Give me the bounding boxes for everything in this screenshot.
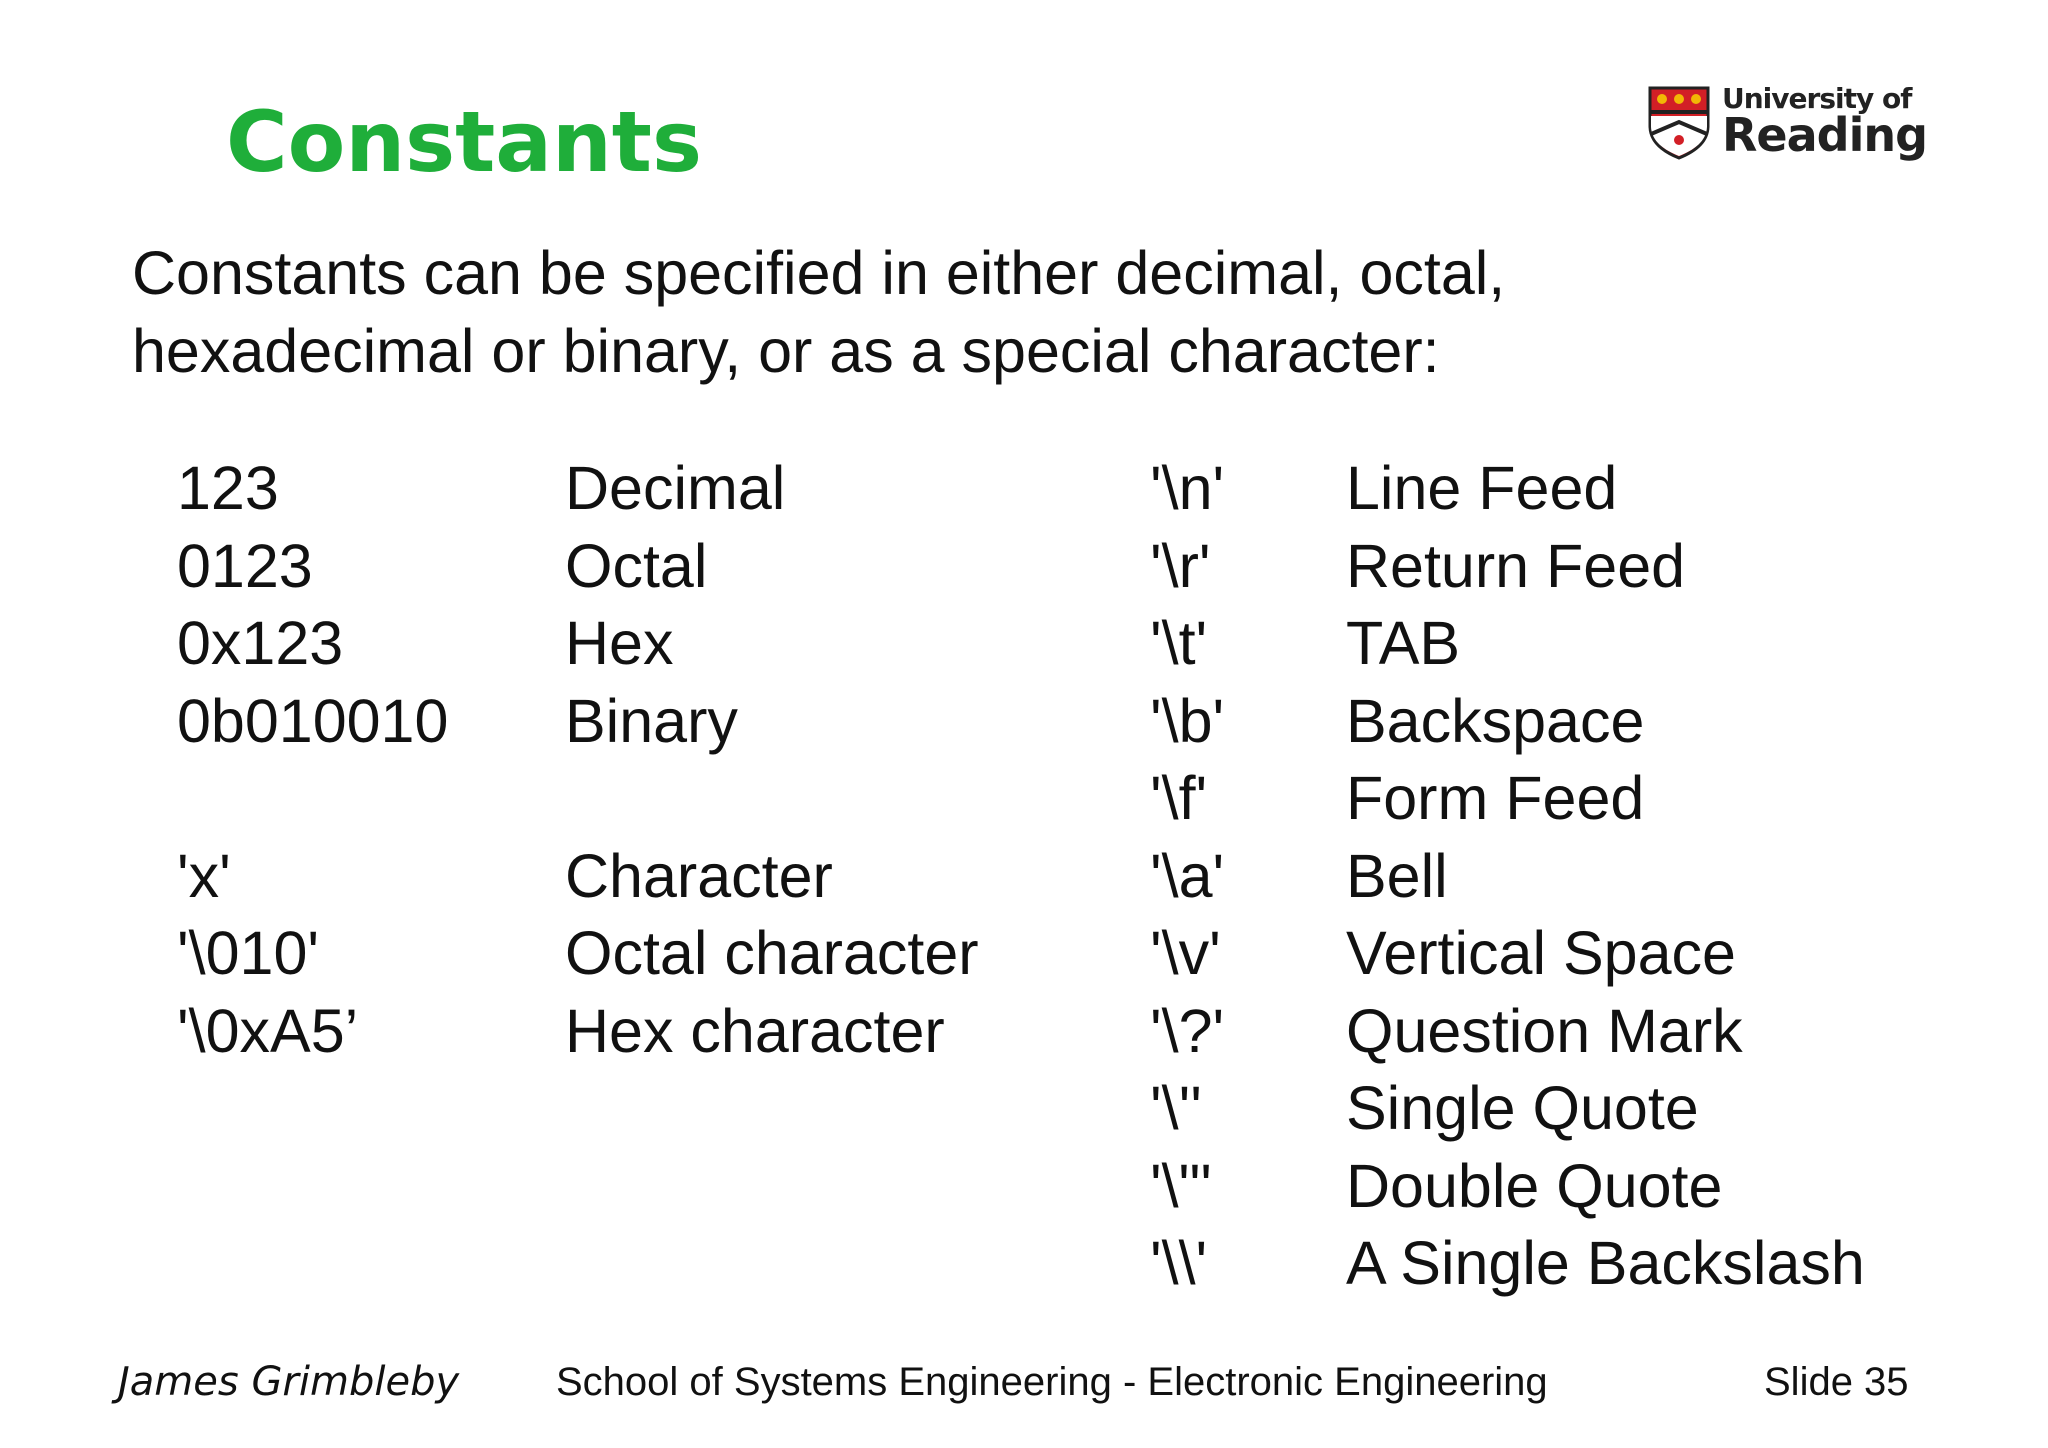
escape-meaning: Form Feed: [1346, 764, 1645, 832]
slide-number: Slide 35: [1764, 1360, 1909, 1404]
constant-value: 0123: [177, 531, 313, 600]
escape-meaning: Double Quote: [1346, 1151, 1723, 1220]
constant-value: 123: [177, 454, 279, 522]
constant-value: '\0xA5’: [177, 996, 359, 1065]
escape-code: '\'': [1150, 1074, 1202, 1142]
escape-code: '\v': [1150, 919, 1221, 987]
constant-value: 'x': [177, 841, 231, 910]
constant-value: [177, 760, 448, 838]
escape-code: '\r': [1150, 531, 1211, 600]
crest-icon: [1648, 86, 1710, 160]
escape-meaning: Vertical Space: [1346, 919, 1736, 987]
constant-value: 0x123: [177, 609, 344, 677]
escape-sequence-codes: [1150, 450, 1224, 1303]
escape-code: '\t': [1150, 609, 1208, 677]
intro-text: [132, 234, 1932, 390]
escape-meaning: Question Mark: [1346, 996, 1743, 1065]
numeric-constant-values: [177, 450, 448, 1070]
escape-meaning: TAB: [1346, 609, 1461, 677]
intro-line: hexadecimal or binary, or as a special character:: [132, 317, 1440, 385]
escape-meaning: Line Feed: [1346, 454, 1618, 522]
constant-meaning: Binary: [565, 686, 738, 755]
intro-line: Constants can be specified in either decimal, octal,: [132, 239, 1506, 307]
slide-title: Constants: [226, 93, 702, 191]
escape-code: '\a': [1150, 841, 1225, 910]
escape-meaning: Single Quote: [1346, 1074, 1699, 1142]
constant-meaning: Character: [565, 841, 833, 910]
constant-meaning: Octal: [565, 531, 708, 600]
escape-meaning: A Single Backslash: [1346, 1229, 1865, 1297]
escape-code: '\f': [1150, 764, 1208, 832]
constant-meaning: Octal character: [565, 919, 979, 987]
constant-value: '\010': [177, 919, 320, 987]
logo-line-1: University of: [1722, 82, 1912, 115]
constant-meaning: Hex: [565, 609, 674, 677]
numeric-constant-meanings: [565, 450, 979, 1070]
constant-meaning: [565, 760, 979, 838]
escape-code: '\n': [1150, 454, 1225, 522]
university-logo: [1648, 82, 1928, 168]
escape-meaning: Backspace: [1346, 686, 1645, 755]
constant-meaning: Hex character: [565, 996, 945, 1065]
escape-code: '\\': [1150, 1229, 1208, 1297]
escape-code: '\"': [1150, 1151, 1212, 1220]
escape-meaning: Bell: [1346, 841, 1448, 910]
escape-code: '\?': [1150, 996, 1225, 1065]
escape-code: '\b': [1150, 686, 1225, 755]
constant-meaning: Decimal: [565, 454, 786, 522]
escape-meaning: Return Feed: [1346, 531, 1686, 600]
constant-value: 0b010010: [177, 686, 449, 755]
logo-line-2: Reading: [1722, 108, 1928, 162]
footer-author: James Grimbleby: [118, 1359, 460, 1405]
escape-sequence-meanings: [1346, 450, 1865, 1303]
footer-school: School of Systems Engineering - Electronic Engineering: [556, 1360, 1548, 1404]
